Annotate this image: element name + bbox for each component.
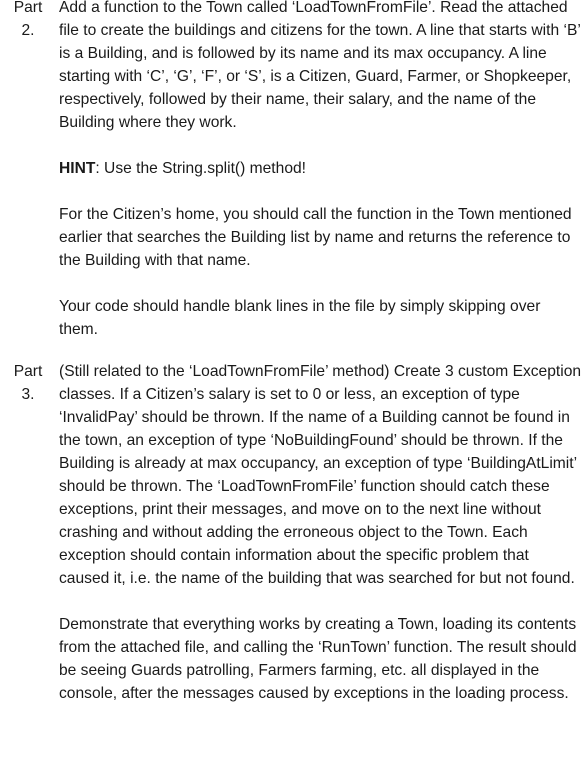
part-2-body (59, 0, 583, 341)
demonstrate-paragraph: Demonstrate that everything works by creating a Town, loading its contents from the attached file, and calling the ‘RunTown’ function. The result should be seeing Guards patrolling, Farmers farming, etc. all displayed in the console, after the messages caused by exceptions in the loading process. (59, 616, 577, 702)
part-3-label (6, 360, 50, 406)
hint-paragraph (59, 157, 583, 180)
exceptions-paragraph: (Still related to the ‘LoadTownFromFile’ method) Create 3 custom Exception classes. If a Citizen’s salary is set to 0 or less, an exception of type ‘InvalidPay’ should be thrown. If the name of a Building cannot be found in the town, an exception of type ‘NoBuildingFound’ should be thrown. If the Building is already at max occupancy, an exception of type ‘BuildingAtLimit’ should be thrown. The ‘LoadTownFromFile’ function should catch these exceptions, print their messages, and move on to the next line without crashing and without adding the erroneous object to the Town. Each exception should contain information about the specific problem that caused it, i.e. the name of the building that was searched for but not found. (59, 363, 582, 587)
part-2-label-word: Part (13, 0, 43, 16)
part-3-label-number: 3. (21, 386, 35, 403)
citizen-home-paragraph: For the Citizen’s home, you should call the function in the Town mentioned earlier that searches the Building list by name and returns the reference to the Building with that name. (59, 206, 572, 269)
part-3-body (59, 360, 583, 705)
hint-label: HINT (59, 160, 96, 177)
part-2-label (6, 0, 50, 42)
part-2-label-number: 2. (21, 22, 35, 39)
part-2-intro-paragraph: Add a function to the Town called ‘LoadTownFromFile’. Read the attached file to create the buildings and citizens for the town. A line that starts with ‘B’ is a Building, and is followed by its name and its max occupancy. A line starting with ‘C’, ‘G’, ‘F’, or ‘S’, is a Citizen, Guard, Farmer, or Shopkeeper, respectively, followed by their name, their salary, and the name of the Building where they work. (59, 0, 581, 131)
part-3-label-word: Part (13, 363, 43, 380)
blank-lines-paragraph: Your code should handle blank lines in the file by simply skipping over them. (59, 298, 541, 338)
hint-text: : Use the String.split() method! (95, 160, 306, 177)
